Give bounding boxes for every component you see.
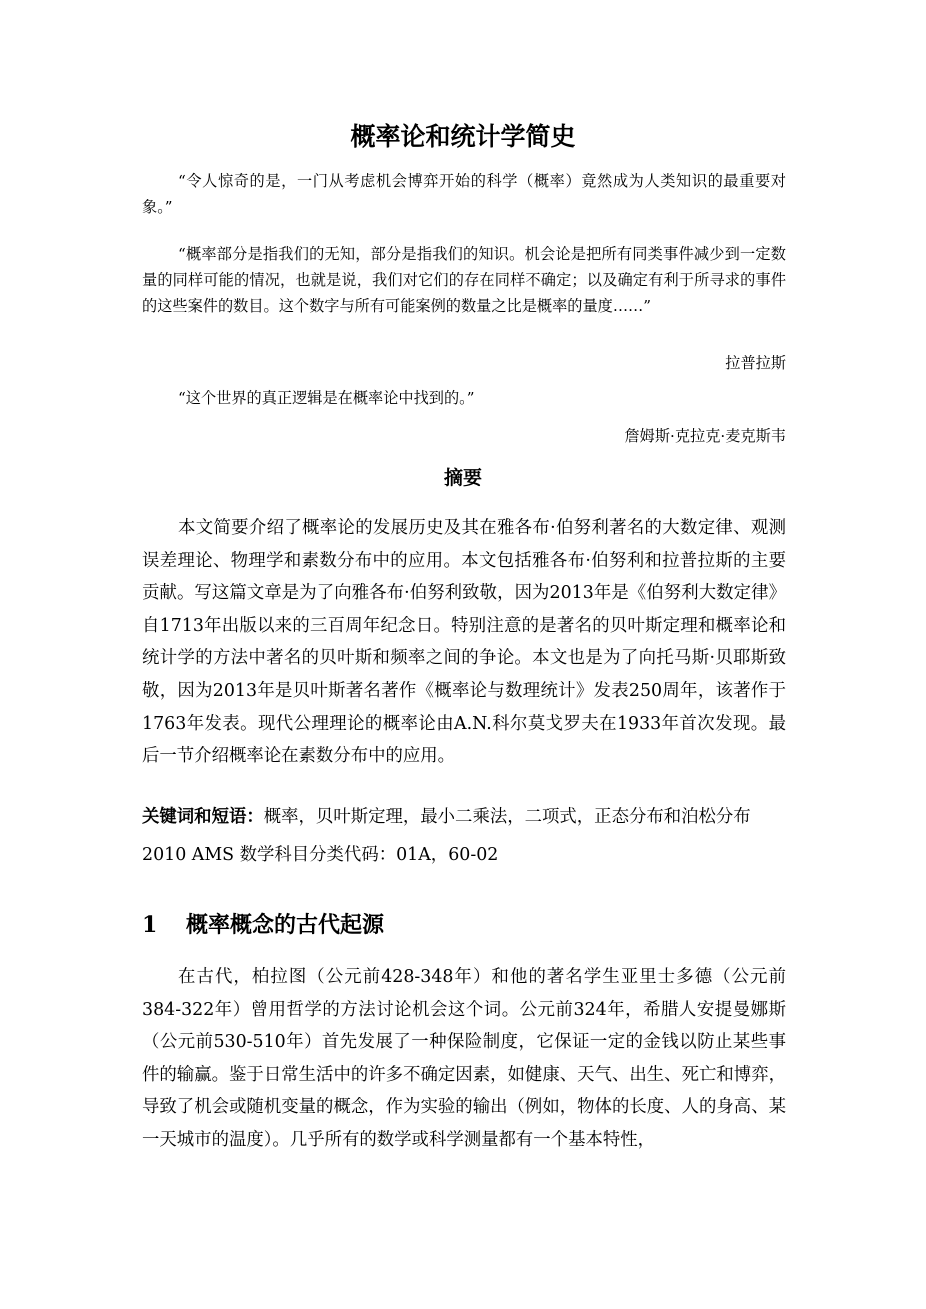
keywords-label: 关键词和短语： (142, 807, 264, 827)
keywords-line (142, 801, 786, 833)
epigraph-quote-1: “令人惊奇的是，一门从考虑机会博弈开始的科学（概率）竟然成为人类知识的最重要对象。” (142, 172, 786, 216)
abstract-body: 本文简要介绍了概率论的发展历史及其在雅各布·伯努利著名的大数定律、观测误差理论、物理学和素数分布中的应用。本文包括雅各布·伯努利和拉普拉斯的主要贡献。写这篇文章是为了向雅各布·伯努利致敬，因为2013年是《伯努利大数定律》自1713年出版以来的三百周年纪念日。特别注意的是著名的贝叶斯定理和概率论和统计学的方法中著名的贝叶斯和频率之间的争论。本文也是为了向托马斯·贝耶斯致敬，因为2013年是贝叶斯著名著作《概率论与数理统计》发表250周年，该著作于1763年发表。现代公理理论的概率论由A.N.科尔莫戈罗夫在1933年首次发现。最后一节介绍概率论在素数分布中的应用。 (142, 518, 786, 767)
document-title: 概率论和统计学简史 (350, 122, 576, 151)
section-1-body: 在古代，柏拉图（公元前428-348年）和他的著名学生亚里士多德（公元前384-322年）曾用哲学的方法讨论机会这个词。公元前324年，希腊人安提曼娜斯（公元前530-510年）首先发展了一种保险制度，它保证一定的金钱以防止某些事件的输赢。鉴于日常生活中的许多不确定因素，如健康、天气、出生、死亡和博弈，导致了机会或随机变量的概念，作为实验的输出（例如，物体的长度、人的身高、某一天城市的温度）。几乎所有的数学或科学测量都有一个基本特性， (142, 967, 786, 1150)
section-1-number: 1 (142, 912, 158, 938)
keywords-text: 概率，贝叶斯定理，最小二乘法，二项式，正态分布和泊松分布 (263, 807, 751, 827)
epigraph-attribution-laplace: 拉普拉斯 (725, 354, 786, 372)
epigraph-quote-3: “这个世界的真正逻辑是在概率论中找到的。” (178, 389, 475, 407)
section-1-title: 概率概念的古代起源 (186, 913, 385, 938)
section-1-heading (142, 908, 384, 943)
ams-classification: 2010 AMS 数学科目分类代码：01A，60-02 (142, 845, 499, 865)
epigraph-attribution-maxwell: 詹姆斯·克拉克·麦克斯韦 (624, 427, 786, 445)
abstract-heading: 摘要 (443, 467, 482, 489)
epigraph-quote-2: “概率部分是指我们的无知，部分是指我们的知识。机会论是把所有同类事件减少到一定数量的同样可能的情况，也就是说，我们对它们的存在同样不确定；以及确定有利于所寻求的事件的这些案件的数目。这个数字与所有可能案例的数量之比是概率的量度……” (142, 245, 786, 315)
